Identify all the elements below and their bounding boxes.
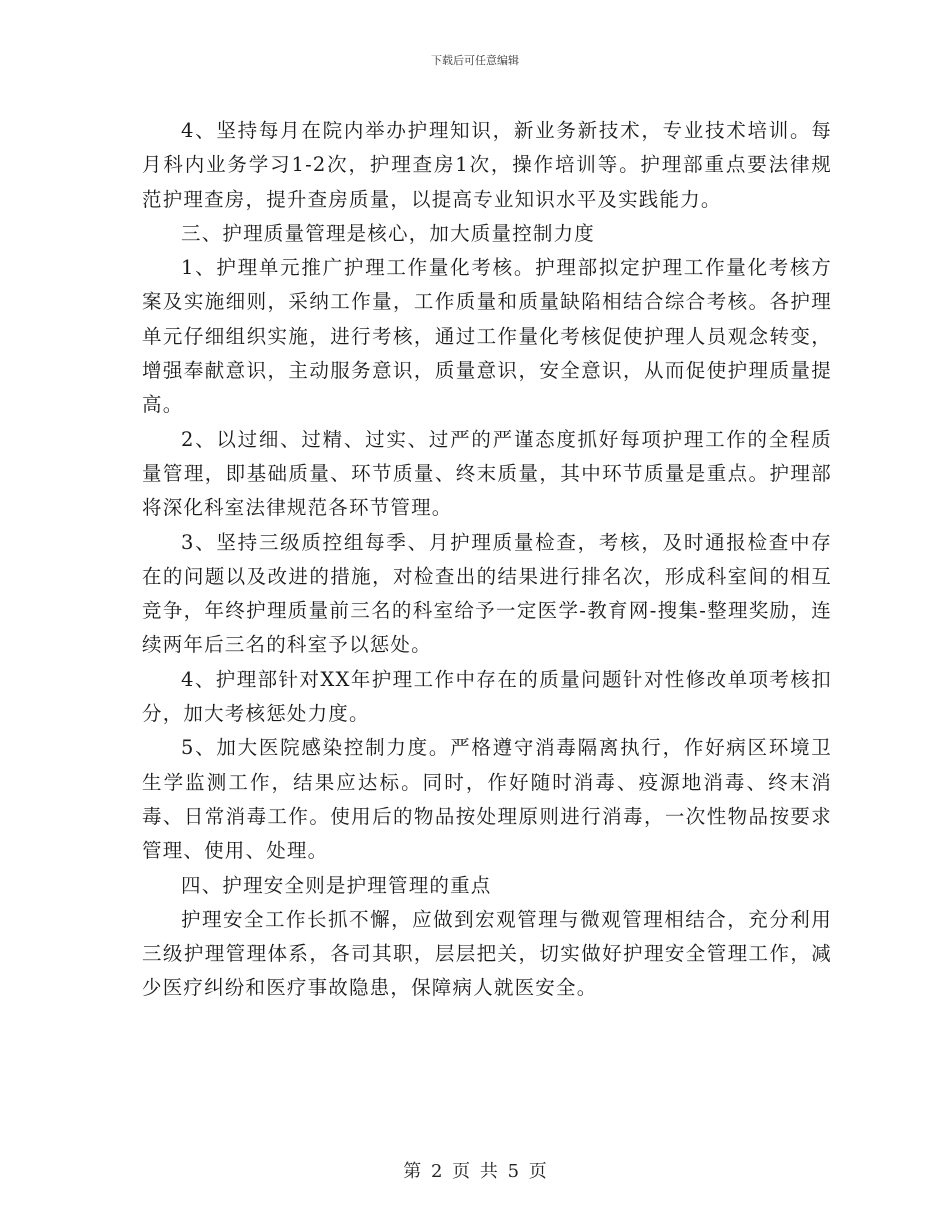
- header-note: 下载后可任意编辑: [431, 54, 519, 67]
- paragraph-3: 2、以过细、过精、过实、过严的严谨态度抓好每项护理工作的全程质量管理，即基础质量、环节质量、终末质量，其中环节质量是重点。护理部将深化科室法律规范各环节管理。: [142, 427, 832, 520]
- section-heading-4: 四、护理安全则是护理管理的重点: [181, 873, 492, 897]
- paragraph-7: 护理安全工作长抓不懈，应做到宏观管理与微观管理相结合，充分利用三级护理管理体系，各司其职，层层把关，切实做好护理安全管理工作，减少医疗纠纷和医疗事故隐患，保障病人就医安全。: [142, 907, 832, 1000]
- paragraph-6: 5、加大医院感染控制力度。严格遵守消毒隔离执行，作好病区环境卫生学监测工作，结果应达标。同时，作好随时消毒、疫源地消毒、终末消毒、日常消毒工作。使用后的物品按处理原则进行消毒，一次性物品按要求管理、使用、处理。: [142, 736, 832, 863]
- paragraph-5: 4、护理部针对XX年护理工作中存在的质量问题针对性修改单项考核扣分，加大考核惩处力度。: [142, 667, 832, 726]
- paragraph-2: 1、护理单元推广护理工作量化考核。护理部拟定护理工作量化考核方案及实施细则，采纳工作量，工作质量和质量缺陷相结合综合考核。各护理单元仔细组织实施，进行考核，通过工作量化考核促使护理人员观念转变，增强奉献意识，主动服务意识，质量意识，安全意识，从而促使护理质量提高。: [142, 256, 832, 417]
- section-heading-3: 三、护理质量管理是核心，加大质量控制力度: [181, 221, 596, 245]
- page-number: 第 2 页 共 5 页: [403, 1161, 547, 1182]
- paragraph-4: 3、坚持三级质控组每季、月护理质量检查，考核，及时通报检查中存在的问题以及改进的措施，对检查出的结果进行排名次，形成科室间的相互竞争，年终护理质量前三名的科室给予一定医学-教育网-搜集-整理奖励，连续两年后三名的科室予以惩处。: [142, 530, 832, 657]
- paragraph-1: 4、坚持每月在院内举办护理知识，新业务新技术，专业技术培训。每月科内业务学习1-2次，护理查房1次，操作培训等。护理部重点要法律规范护理查房，提升查房质量，以提高专业知识水平及实践能力。: [142, 119, 832, 211]
- document-body: [142, 114, 832, 1006]
